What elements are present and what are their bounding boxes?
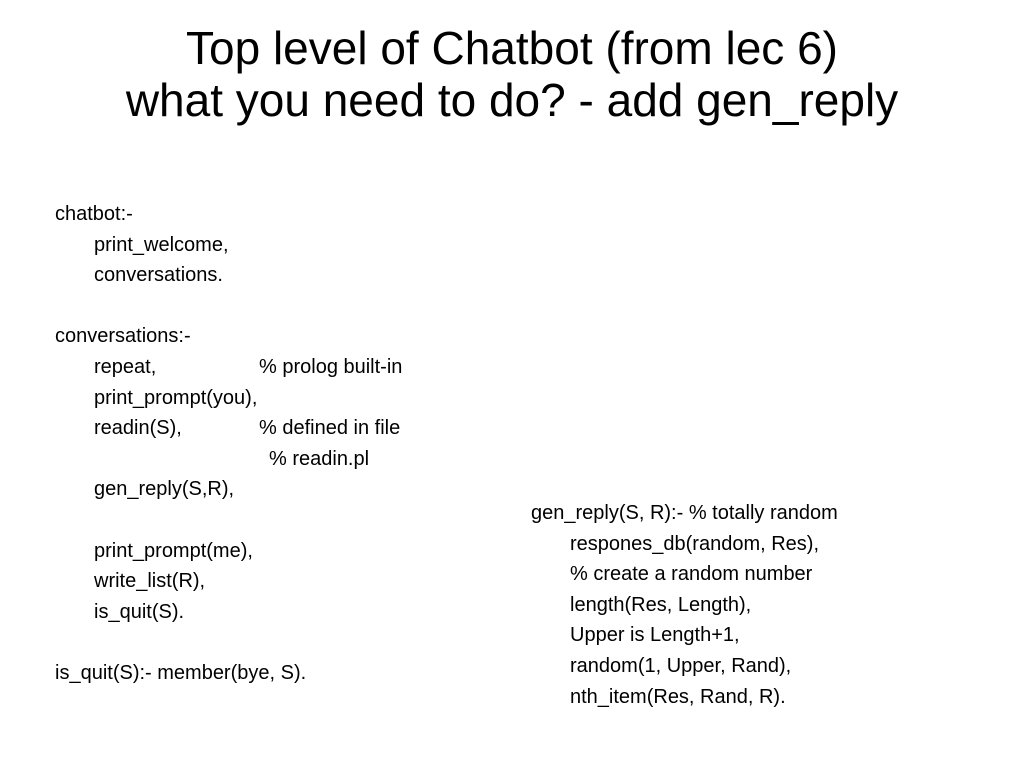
code-line: gen_reply(S,R), [94,478,235,501]
code-line-with-comment [55,413,401,444]
code-text: readin(S), [94,417,182,440]
code-line-with-comment [55,352,403,383]
code-line: random(1, Upper, Rand), [570,654,792,677]
code-line: conversations:- [55,325,191,348]
code-line: length(Res, Length), [570,593,752,616]
blank-line [55,627,306,658]
main-code-block [55,199,403,689]
code-line: chatbot:- [55,203,133,225]
blank-line [55,291,306,322]
code-line: % create a random number [570,563,813,586]
title-line-1: Top level of Chatbot (from lec 6) [186,22,838,74]
slide-title [0,22,1024,126]
code-line: conversations. [94,264,223,287]
code-line: Upper is Length+1, [570,624,740,647]
code-comment: % defined in file [259,417,401,440]
code-comment: % prolog built-in [259,355,403,378]
code-line: nth_item(Res, Rand, R). [570,685,786,708]
code-line: print_prompt(me), [94,539,253,562]
title-line-2: what you need to do? - add gen_reply [125,74,899,126]
blank-line [55,505,306,536]
code-line-comment-only [55,444,370,475]
gen-reply-code-block [531,498,838,712]
code-line: respones_db(random, Res), [570,532,820,555]
code-text: repeat, [94,355,157,378]
code-line: print_welcome, [94,233,229,256]
code-comment: % readin.pl [269,447,370,470]
code-line: is_quit(S):- member(bye, S). [55,661,307,684]
code-line: write_list(R), [94,570,206,593]
code-line: print_prompt(you), [94,386,258,409]
code-line: gen_reply(S, R):- % totally random [531,502,838,524]
code-line: is_quit(S). [94,600,185,623]
